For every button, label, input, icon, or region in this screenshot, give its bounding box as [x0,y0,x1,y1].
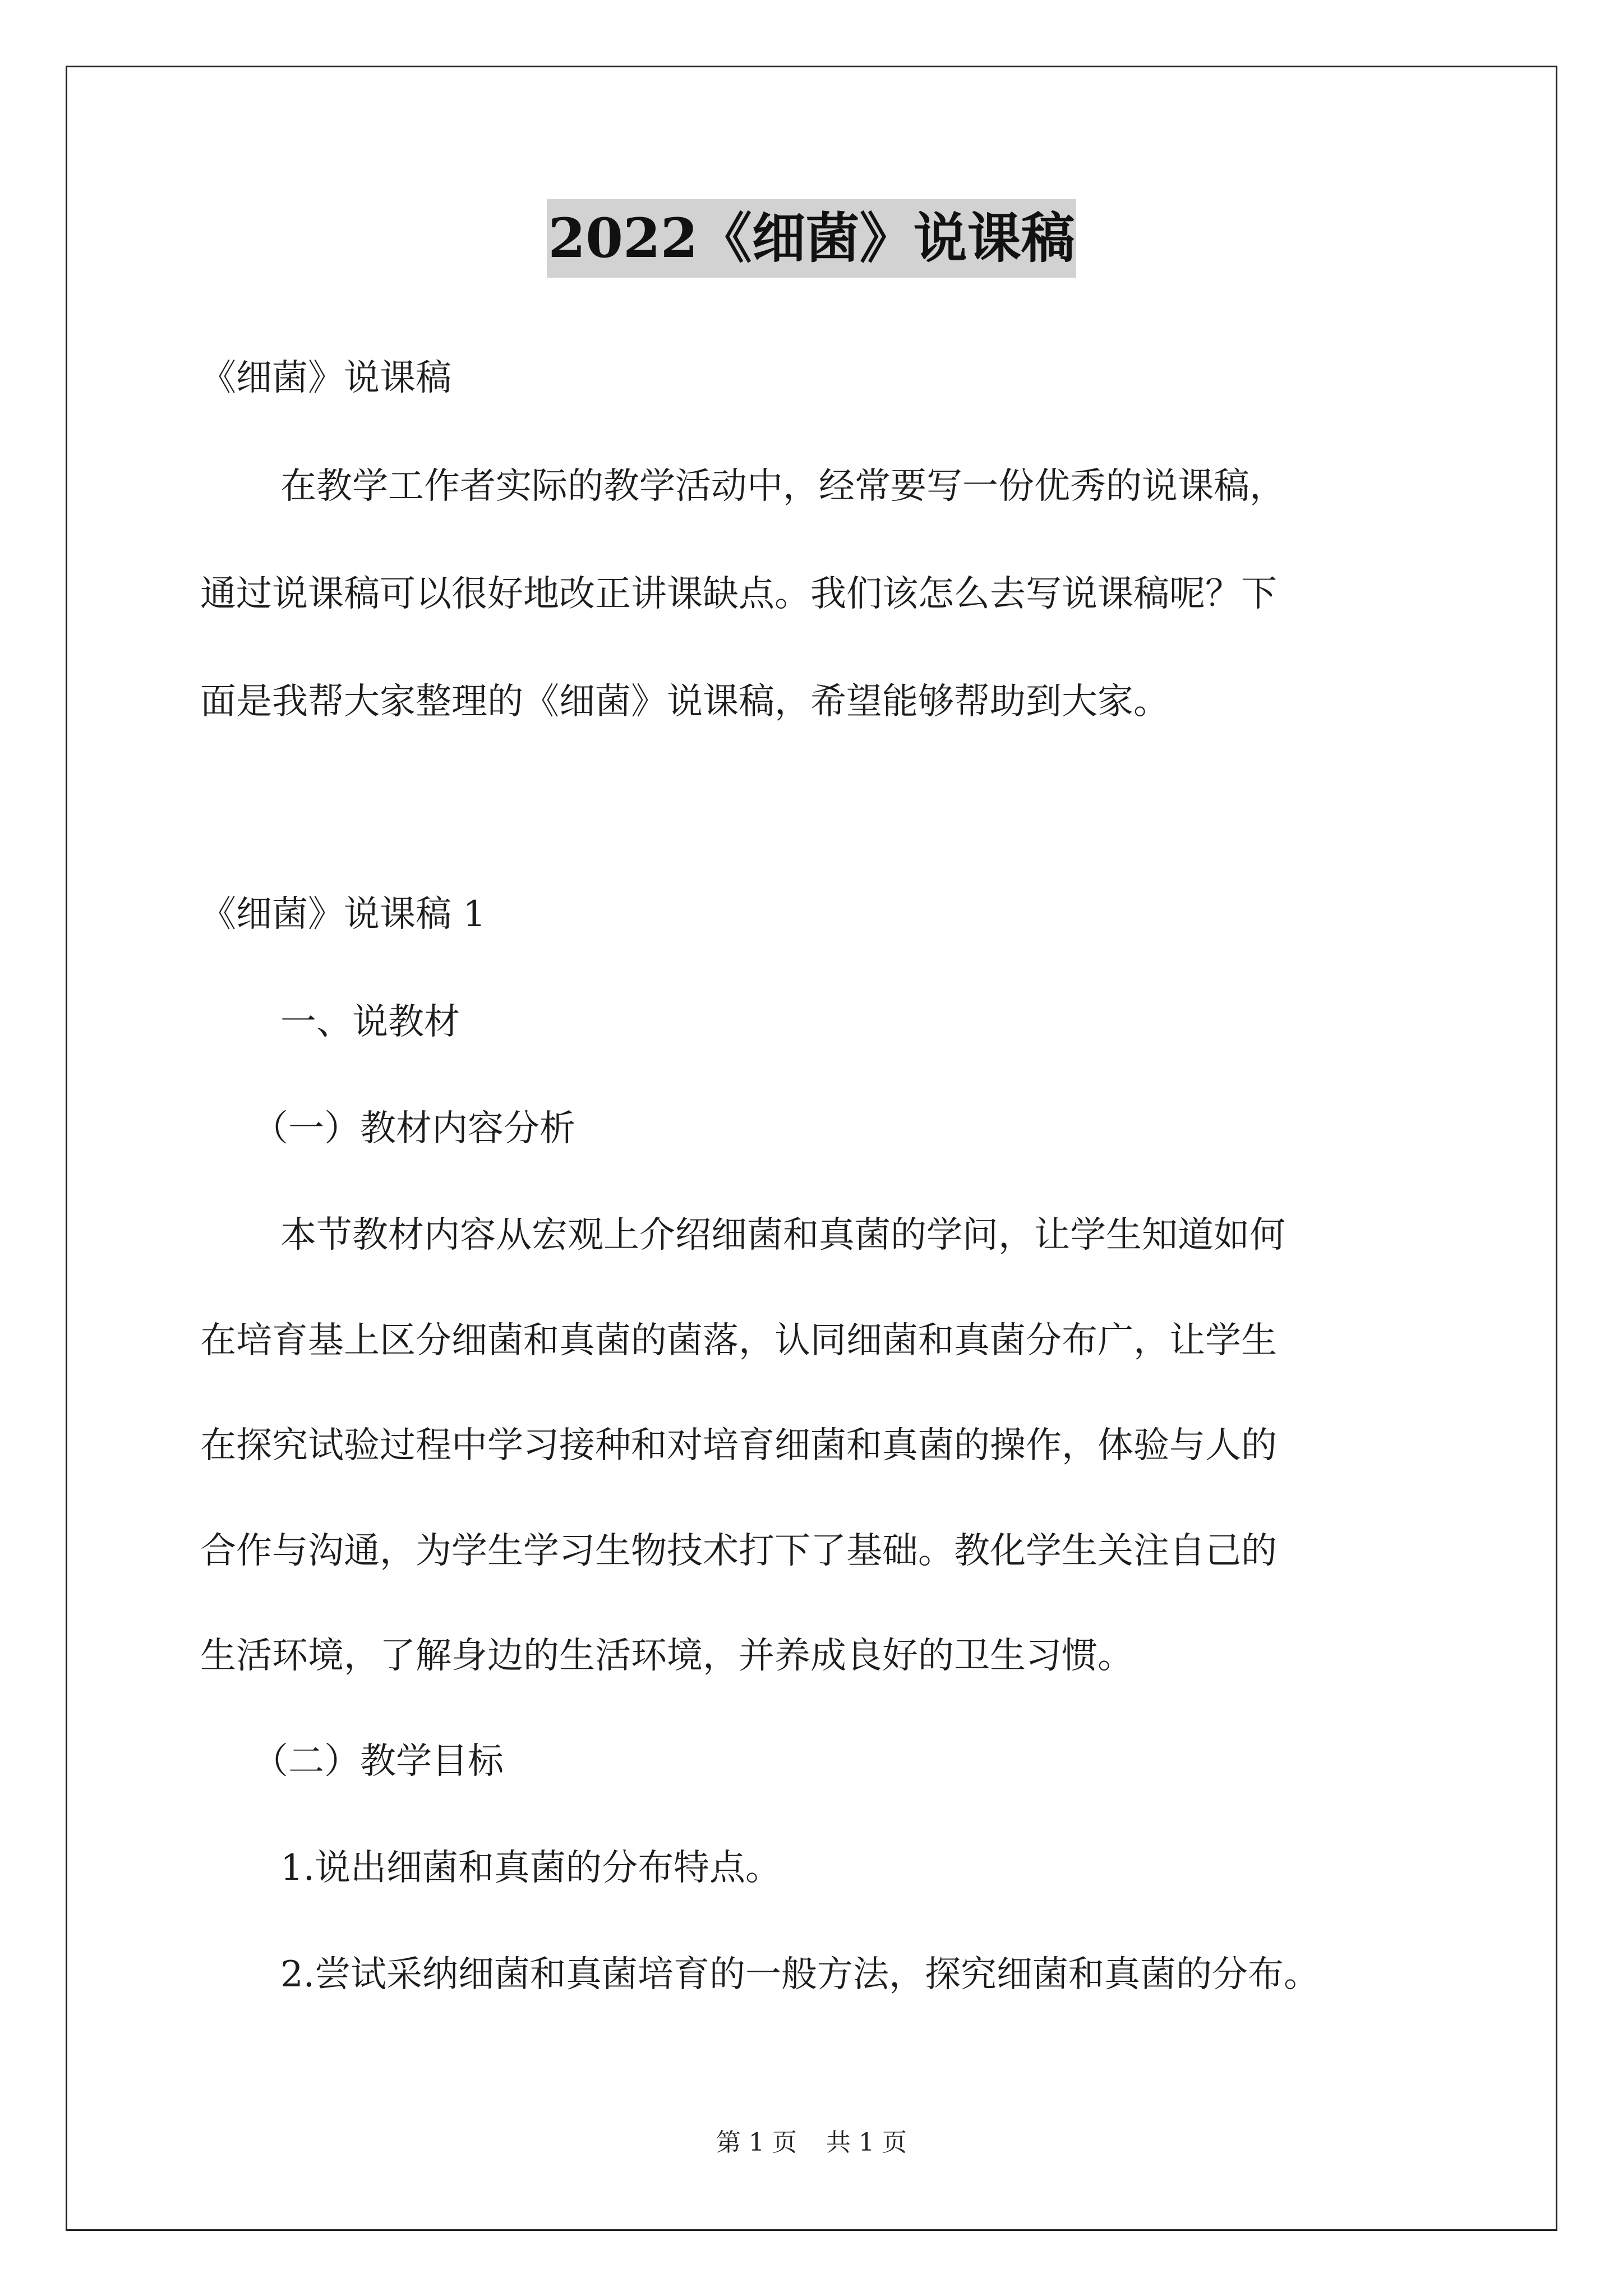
analysis-line-5: 生活环境，了解身边的生活环境，并养成良好的卫生习惯。 [200,1635,1133,1677]
title-container [0,199,1623,278]
analysis-line-2: 在培育基上区分细菌和真菌的菌落，认同细菌和真菌分布广，让学生 [200,1320,1277,1361]
analysis-line-4: 合作与沟通，为学生学习生物技术打下了基础。教化学生关注自己的 [200,1530,1277,1572]
heading-1-2: （二）教学目标 [252,1741,504,1782]
document-subtitle: 《细菌》说课稿 [200,357,451,399]
intro-line-2: 通过说课稿可以很好地改正讲课缺点。我们该怎么去写说课稿呢？下 [200,573,1277,615]
document-title: 2022《细菌》说课稿 [547,199,1076,278]
page-number-total: 共 1 页 [826,2128,907,2157]
intro-line-3: 面是我帮大家整理的《细菌》说课稿，希望能够帮助到大家。 [200,681,1169,723]
page-footer [0,2126,1623,2160]
heading-1-1: （一）教材内容分析 [252,1108,575,1149]
goal-item-1: 1.说出细菌和真菌的分布特点。 [280,1847,782,1889]
section-title: 《细菌》说课稿 1 [200,894,486,935]
heading-1: 一、说教材 [280,1001,460,1043]
page-number-current: 第 1 页 [716,2128,797,2157]
goal-item-2: 2.尝试采纳细菌和真菌培育的一般方法，探究细菌和真菌的分布。 [280,1954,1320,1995]
analysis-line-1: 本节教材内容从宏观上介绍细菌和真菌的学问，让学生知道如何 [280,1214,1285,1256]
analysis-line-3: 在探究试验过程中学习接种和对培育细菌和真菌的操作，体验与人的 [200,1425,1277,1466]
intro-line-1: 在教学工作者实际的教学活动中，经常要写一份优秀的说课稿， [280,466,1285,507]
